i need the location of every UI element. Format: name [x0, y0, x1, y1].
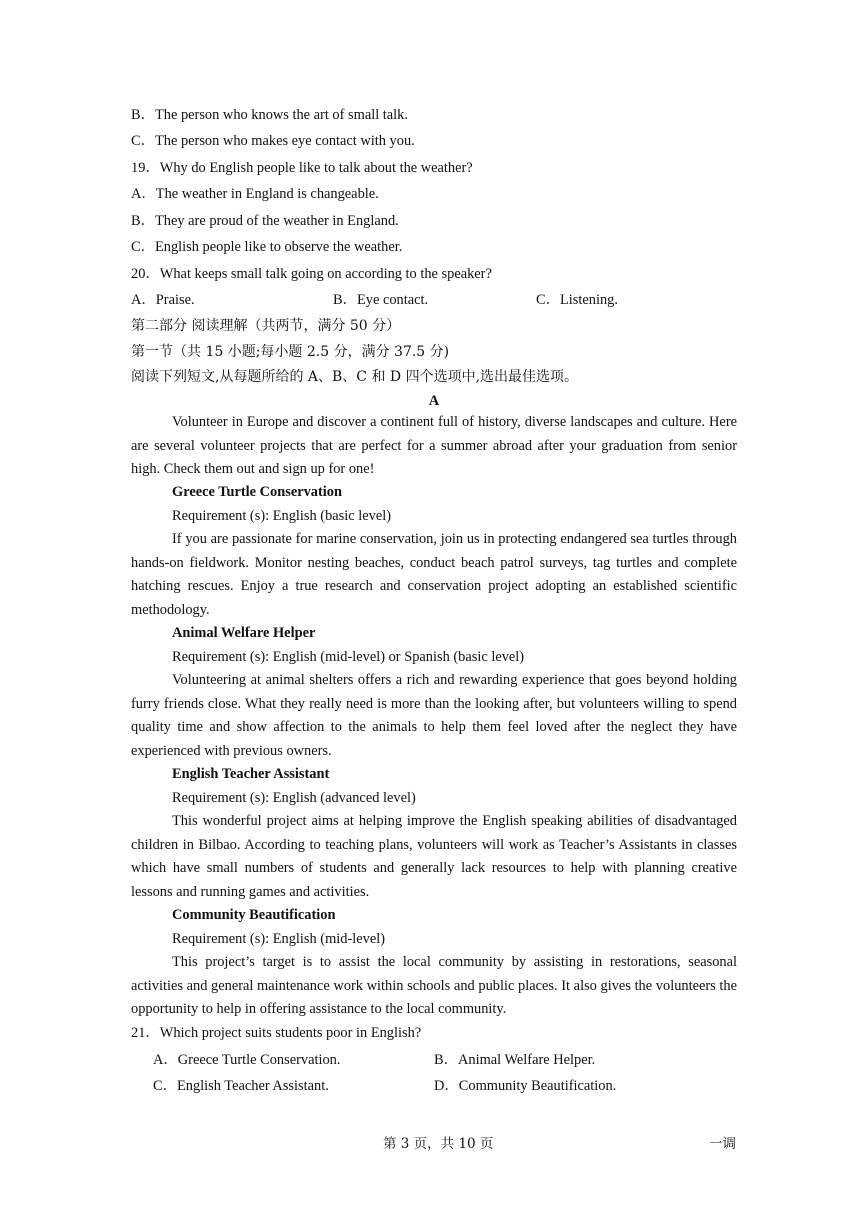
- project-title-greece: Greece Turtle Conservation: [172, 484, 342, 500]
- section1-heading: 第一节（共 15 小题;每小题 2.5 分，满分 37.5 分): [131, 344, 450, 360]
- q21-option-a: A．Greece Turtle Conservation.: [153, 1052, 341, 1068]
- passage-intro: Volunteer in Europe and discover a continent full of history, diverse landscapes and culture. Here are several volunteer projects that are perfect for a summer abroad after your graduation from senior high. Check them out and sign up for one!: [131, 414, 737, 477]
- q20-option-a: A．Praise.: [131, 292, 195, 308]
- page-number: 第 3 页，共 10 页: [383, 1136, 494, 1152]
- project-description-animal: Volunteering at animal shelters offers a rich and rewarding experience that goes beyond holding furry friends close. What they really need is more than the looking after, but volunteers willing to spend quality time and show affection to the animals to help them feel loved after the neglect they have experienced with previous owners.: [131, 672, 737, 759]
- q19-option-b: B．They are proud of the weather in England.: [131, 213, 399, 229]
- project-description-community: This project’s target is to assist the local community by assisting in restorations, seasonal activities and general maintenance work within schools and public places. It also gives the volunteers the opportunity to help in offering assistance to the local community.: [131, 954, 737, 1017]
- q21-option-d: D．Community Beautification.: [434, 1078, 617, 1094]
- q18-option-b: B．The person who knows the art of small talk.: [131, 107, 408, 123]
- q21-option-c: C．English Teacher Assistant.: [153, 1078, 329, 1094]
- q18-option-c: C．The person who makes eye contact with you.: [131, 133, 415, 149]
- q19-option-a: A．The weather in England is changeable.: [131, 186, 379, 202]
- project-requirement-animal: Requirement (s): English (mid-level) or Spanish (basic level): [172, 649, 525, 665]
- project-description-teacher: This wonderful project aims at helping improve the English speaking abilities of disadvantaged children in Bilbao. According to teaching plans, volunteers will work as Teacher’s Assistants in classes which have small numbers of students and generally lack resources to help with planning creative lessons and running games and activities.: [131, 813, 737, 900]
- part2-title: 第二部分 阅读理解（共两节，满分 50 分）: [131, 318, 401, 334]
- project-title-community: Community Beautification: [172, 907, 336, 923]
- q21-question: 21．Which project suits students poor in English?: [131, 1025, 422, 1041]
- exam-name: 一调: [709, 1136, 736, 1152]
- q21-option-b: B．Animal Welfare Helper.: [434, 1052, 596, 1068]
- reading-instruction: 阅读下列短文,从每题所给的 A、B、C 和 D 四个选项中,选出最佳选项。: [131, 369, 579, 385]
- project-requirement-teacher: Requirement (s): English (advanced level): [172, 790, 416, 806]
- q19-question: 19．Why do English people like to talk about the weather?: [131, 160, 473, 176]
- passage-label: A: [428, 393, 440, 409]
- project-requirement-greece: Requirement (s): English (basic level): [172, 508, 391, 524]
- project-description-greece: If you are passionate for marine conservation, join us in protecting endangered sea turtles through hands-on fieldwork. Monitor nesting beaches, conduct beach patrol surveys, tag turtles and complete hatching rescues. Enjoy a true research and conservation project adopting an established scientific methodology.: [131, 531, 737, 618]
- project-title-teacher: English Teacher Assistant: [172, 766, 330, 782]
- project-requirement-community: Requirement (s): English (mid-level): [172, 931, 386, 947]
- q19-option-c: C．English people like to observe the weather.: [131, 239, 403, 255]
- q20-question: 20．What keeps small talk going on according to the speaker?: [131, 266, 492, 282]
- q20-option-b: B．Eye contact.: [333, 292, 429, 308]
- q20-option-c: C．Listening.: [536, 292, 618, 308]
- project-title-animal: Animal Welfare Helper: [172, 625, 316, 641]
